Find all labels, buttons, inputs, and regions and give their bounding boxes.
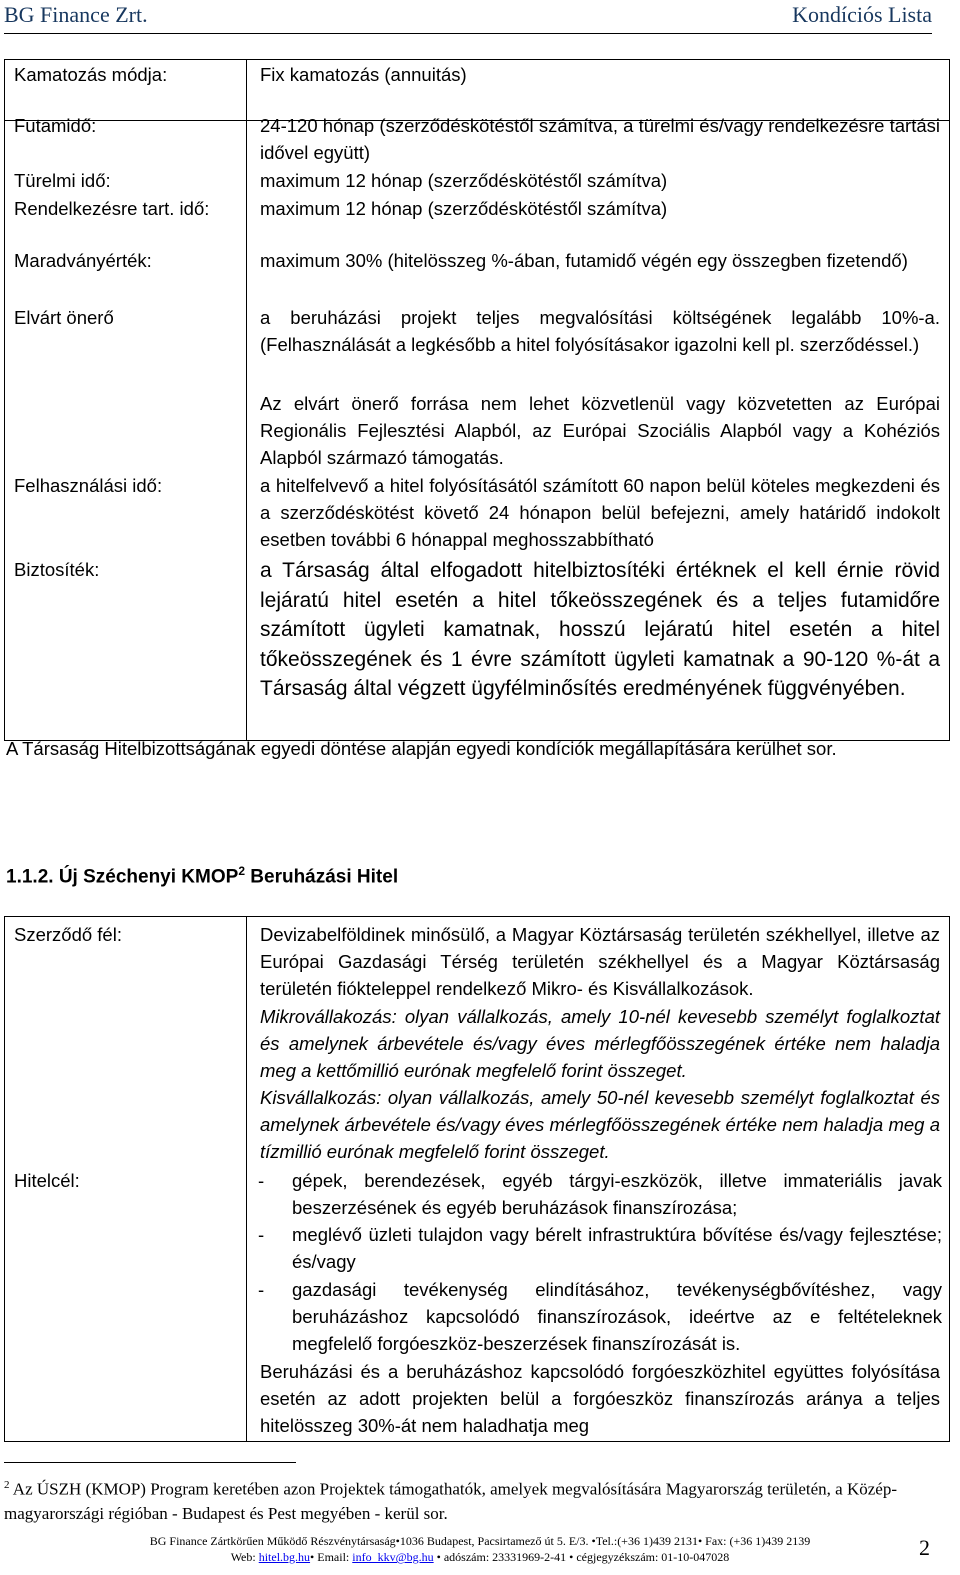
committee-note: A Társaság Hitelbizottságának egyedi döntése alapján egyedi kondíciók megállapítására kerülhet sor. [6,738,837,759]
label-loan-purpose: Hitelcél: [14,1170,80,1191]
footnote [4,1473,924,1526]
bullet-1: - [258,1170,265,1191]
label-term: Futamidő: [14,115,97,136]
footer-email-label: • Email: [310,1550,353,1564]
label-grace-period: Türelmi idő: [14,170,111,191]
section-title: 1.1.2. Új Széchenyi KMOP [6,866,239,888]
footer-web-link[interactable]: hitel.bg.hu [258,1550,311,1564]
bullet-2: - [258,1224,265,1245]
table-divider [246,916,247,1442]
footer-email-link[interactable]: info_kkv@bg.hu [352,1550,434,1564]
purpose-note: Beruházási és a beruházáshoz kapcsolódó forgóeszközhitel együttes folyósítása esetén az adott projekten belül a forgóeszköz finanszírozás aránya a teljes hitelösszeg 30%-át nem haladhatja meg [260,1361,940,1436]
section-heading [6,864,398,888]
footnote-ref: 2 [238,864,245,878]
value-own-contribution-source: Az elvárt önerő forrása nem lehet közvetlenül vagy közvetetten az Európai Regionális Fejlesztési Alapból, az Európai Szociális Alapból vagy a Kohéziós Alapból származó támogatás. [260,393,940,468]
value-collateral: a Társaság által elfogadott hitelbiztosítéki értéknek el kell érnie rövid lejáratú hitel esetén a hitel tőkeösszegének és a teljes futamidőre számított ügyleti kamatnak, hosszú lejáratú hitel esetén a hitel tőkeösszegének és 1 évre számított ügyleti kamatnak a 90-120 %-át a Társaság által végzett ügyfélminősítés eredményének függvényében. [260,559,940,700]
section-title-end: Beruházási Hitel [245,866,399,888]
label-usage-period: Felhasználási idő: [14,475,163,496]
purpose-item-2: meglévő üzleti tulajdon vagy bérelt infrastruktúra bővítése és/vagy fejlesztése; és/vagy [292,1224,942,1272]
label-interest-method: Kamatozás módja: [14,64,168,85]
purpose-item-1: gépek, berendezések, egyéb tárgyi-eszközök, illetve immateriális javak beszerzésének és egyéb beruházások finanszírozása; [292,1170,942,1218]
bullet-3: - [258,1279,265,1300]
page-number: 2 [919,1535,930,1560]
footnote-text: Az ÚSZH (KMOP) Program keretében azon Projektek támogathatók, amelyek megvalósítására Magyarország területén, a Közép-magyarországi régióban - Budapest és Pest megyében - kerül sor. [4,1479,897,1523]
header-company: BG Finance Zrt. [4,2,148,27]
footnote-separator [4,1462,296,1463]
footnote-number: 2 [4,1479,10,1491]
label-availability-period: Rendelkezésre tart. idő: [14,198,210,219]
page-footer [100,1533,860,1565]
value-usage-period: a hitelfelvevő a hitel folyósításától számított 60 napon belül köteles megkezdeni és a szerződéskötést követő 24 hónapon belül befejezni, amely határidő indokolt esetben további 6 hónappal meghosszabbítható [260,475,940,550]
page-header [4,0,932,34]
label-collateral: Biztosíték: [14,559,100,580]
label-residual-value: Maradványérték: [14,250,152,271]
footer-company-line: BG Finance Zártkörűen Működő Részvénytársaság•1036 Budapest, Pacsirtamező út 5. E/3. •Tel.:(+36 1)439 2131• Fax: (+36 1)439 2139 [149,1534,811,1548]
small-enterprise-definition: Kisvállalkozás: olyan vállalkozás, amely 50-nél kevesebb személyt foglalkoztat és amelynek árbevétele és/vagy éves mérlegfőösszegének értéke nem haladja meg a tízmillió eurónak megfelelő forint összeget. [260,1087,940,1162]
value-interest-method: Fix kamatozás (annuitás) [260,64,467,85]
purpose-item-3: gazdasági tevékenység elindításához, tevékenységbővítéshez, vagy beruházáshoz kapcsolódó finanszírozások, ideértve az e feltételeknek megfelelő forgóeszköz-beszerzések finanszírozását is. [292,1279,942,1354]
value-term: 24-120 hónap (szerződéskötéstől számítva, a türelmi és/vagy rendelkezésre tartási idővel együtt) [260,115,940,163]
footer-registry: • adószám: 23331969-2-41 • cégjegyzékszám: 01-10-047028 [433,1550,730,1564]
footer-contact-line [100,1549,860,1565]
value-residual-value: maximum 30% (hitelösszeg %-ában, futamidő végén egy összegben fizetendő) [260,250,908,271]
label-contracting-party: Szerződő fél: [14,924,122,945]
value-contracting-party: Devizabelföldinek minősülő, a Magyar Köztársaság területén székhellyel, illetve az Európai Gazdasági Térség területén székhellyel és a Magyar Köztársaság területén fiókteleppel rendelkező Mikro- és Kisvállalkozások. [260,924,940,999]
footer-web-label: Web: [230,1550,259,1564]
label-own-contribution: Elvárt önerő [14,307,114,328]
header-doc-title: Kondíciós Lista [792,2,932,27]
value-own-contribution: a beruházási projekt teljes megvalósítási költségének legalább 10%-a. (Felhasználását a legkésőbb a hitel folyósításakor igazolni kell pl. szerződéssel.) [260,307,940,355]
table-divider [246,111,247,741]
value-grace-period: maximum 12 hónap (szerződéskötéstől számítva) [260,170,668,191]
micro-enterprise-definition: Mikrovállakozás: olyan vállalkozás, amely 10-nél kevesebb személyt foglalkoztat és amelynek árbevétele és/vagy éves mérlegfőösszegének értéke nem haladja meg a kettőmillió eurónak megfelelő forint összeget. [260,1006,940,1081]
value-availability-period: maximum 12 hónap (szerződéskötéstől számítva) [260,198,668,219]
